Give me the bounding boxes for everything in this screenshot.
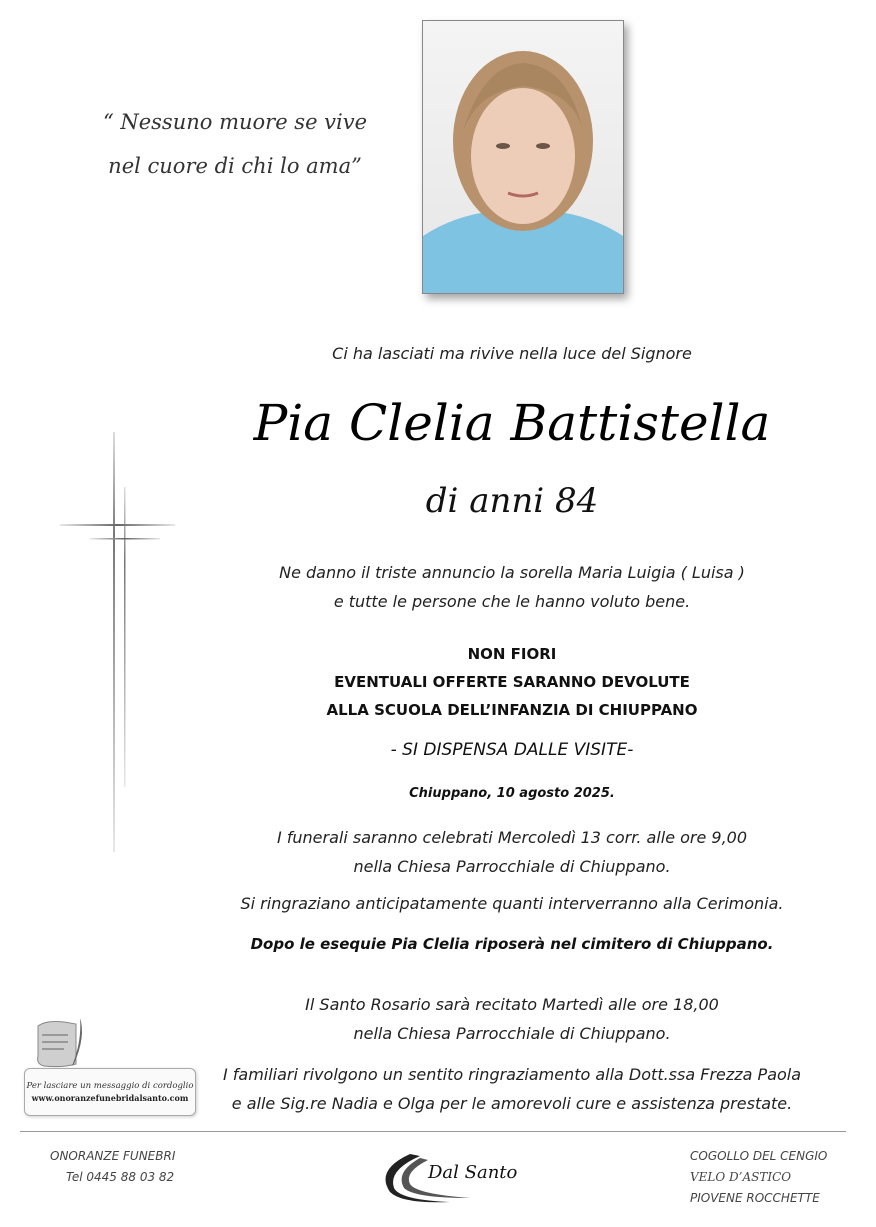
quote (100, 100, 370, 188)
flowers-line-2: EVENTUALI OFFERTE SARANNO DEVOLUTE (334, 673, 690, 691)
portrait-illustration (423, 21, 623, 293)
family-thanks-line-2: e alle Sig.re Nadia e Olga per le amorevoli cure e assistenza prestate. (231, 1094, 793, 1113)
announcement (150, 558, 874, 616)
thanks-text: Si ringraziano anticipatamente quanti interverranno alla Cerimonia. (240, 894, 784, 913)
footer-town-3: PIOVENE ROCCHETTE (690, 1191, 820, 1205)
footer-divider (20, 1131, 846, 1132)
guestbook-url[interactable]: www.onoranzefunebridalsanto.com (31, 1093, 189, 1103)
announcement-line-1: Ne danno il triste annuncio la sorella Maria Luigia ( Luisa ) (279, 563, 745, 582)
portrait-photo (422, 20, 624, 294)
guestbook-link[interactable] (24, 1016, 196, 1116)
footer-left (50, 1146, 220, 1188)
guestbook-text: Per lasciare un messaggio di cordoglio (26, 1081, 194, 1091)
burial-info: Dopo le esequie Pia Clelia riposerà nel cimitero di Chiuppano. (250, 935, 774, 953)
scroll-quill-icon (24, 1016, 196, 1076)
footer-towns (690, 1146, 860, 1209)
visits-notice: - SI DISPENSA DALLE VISITE- (390, 740, 634, 760)
rosary-line-2: nella Chiesa Parrocchiale di Chiuppano. (353, 1024, 671, 1043)
place-date: Chiuppano, 10 agosto 2025. (409, 786, 615, 801)
family-thanks-line-1: I familiari rivolgono un sentito ringraziamento alla Dott.ssa Frezza Paola (222, 1065, 802, 1084)
footer-town-1: COGOLLO DEL CENGIO (690, 1149, 828, 1163)
funeral-line-1: I funerali saranno celebrati Mercoledì 13 corr. alle ore 9,00 (276, 828, 748, 847)
deceased-age: di anni 84 (425, 481, 599, 521)
quote-line-2: nel cuore di chi lo ama” (108, 154, 362, 178)
flowers-line-1: NON FIORI (467, 645, 557, 663)
logo-text: Dal Santo (428, 1162, 518, 1183)
flowers-line-3: ALLA SCUOLA DELL’INFANZIA DI CHIUPPANO (326, 701, 698, 719)
rosary-line-1: Il Santo Rosario sarà recitato Martedì alle ore 18,00 (305, 995, 719, 1014)
funeral-info (150, 823, 874, 881)
intro-text: Ci ha lasciati ma rivive nella luce del Signore (332, 344, 692, 363)
guestbook-box[interactable] (24, 1068, 196, 1116)
deceased-name: Pia Clelia Battistella (253, 394, 771, 452)
quote-line-1: “ Nessuno muore se vive (102, 110, 368, 134)
rosary-info (150, 990, 874, 1048)
footer-town-2: VELO D’ASTICO (690, 1170, 792, 1184)
family-thanks (180, 1060, 844, 1118)
footer-company-label: ONORANZE FUNEBRI (50, 1149, 176, 1163)
funeral-line-2: nella Chiesa Parrocchiale di Chiuppano. (353, 857, 671, 876)
footer-phone: Tel 0445 88 03 82 (66, 1170, 175, 1184)
company-logo (380, 1148, 530, 1206)
announcement-line-2: e tutte le persone che le hanno voluto bene. (333, 592, 691, 611)
flowers-notice (150, 640, 874, 724)
